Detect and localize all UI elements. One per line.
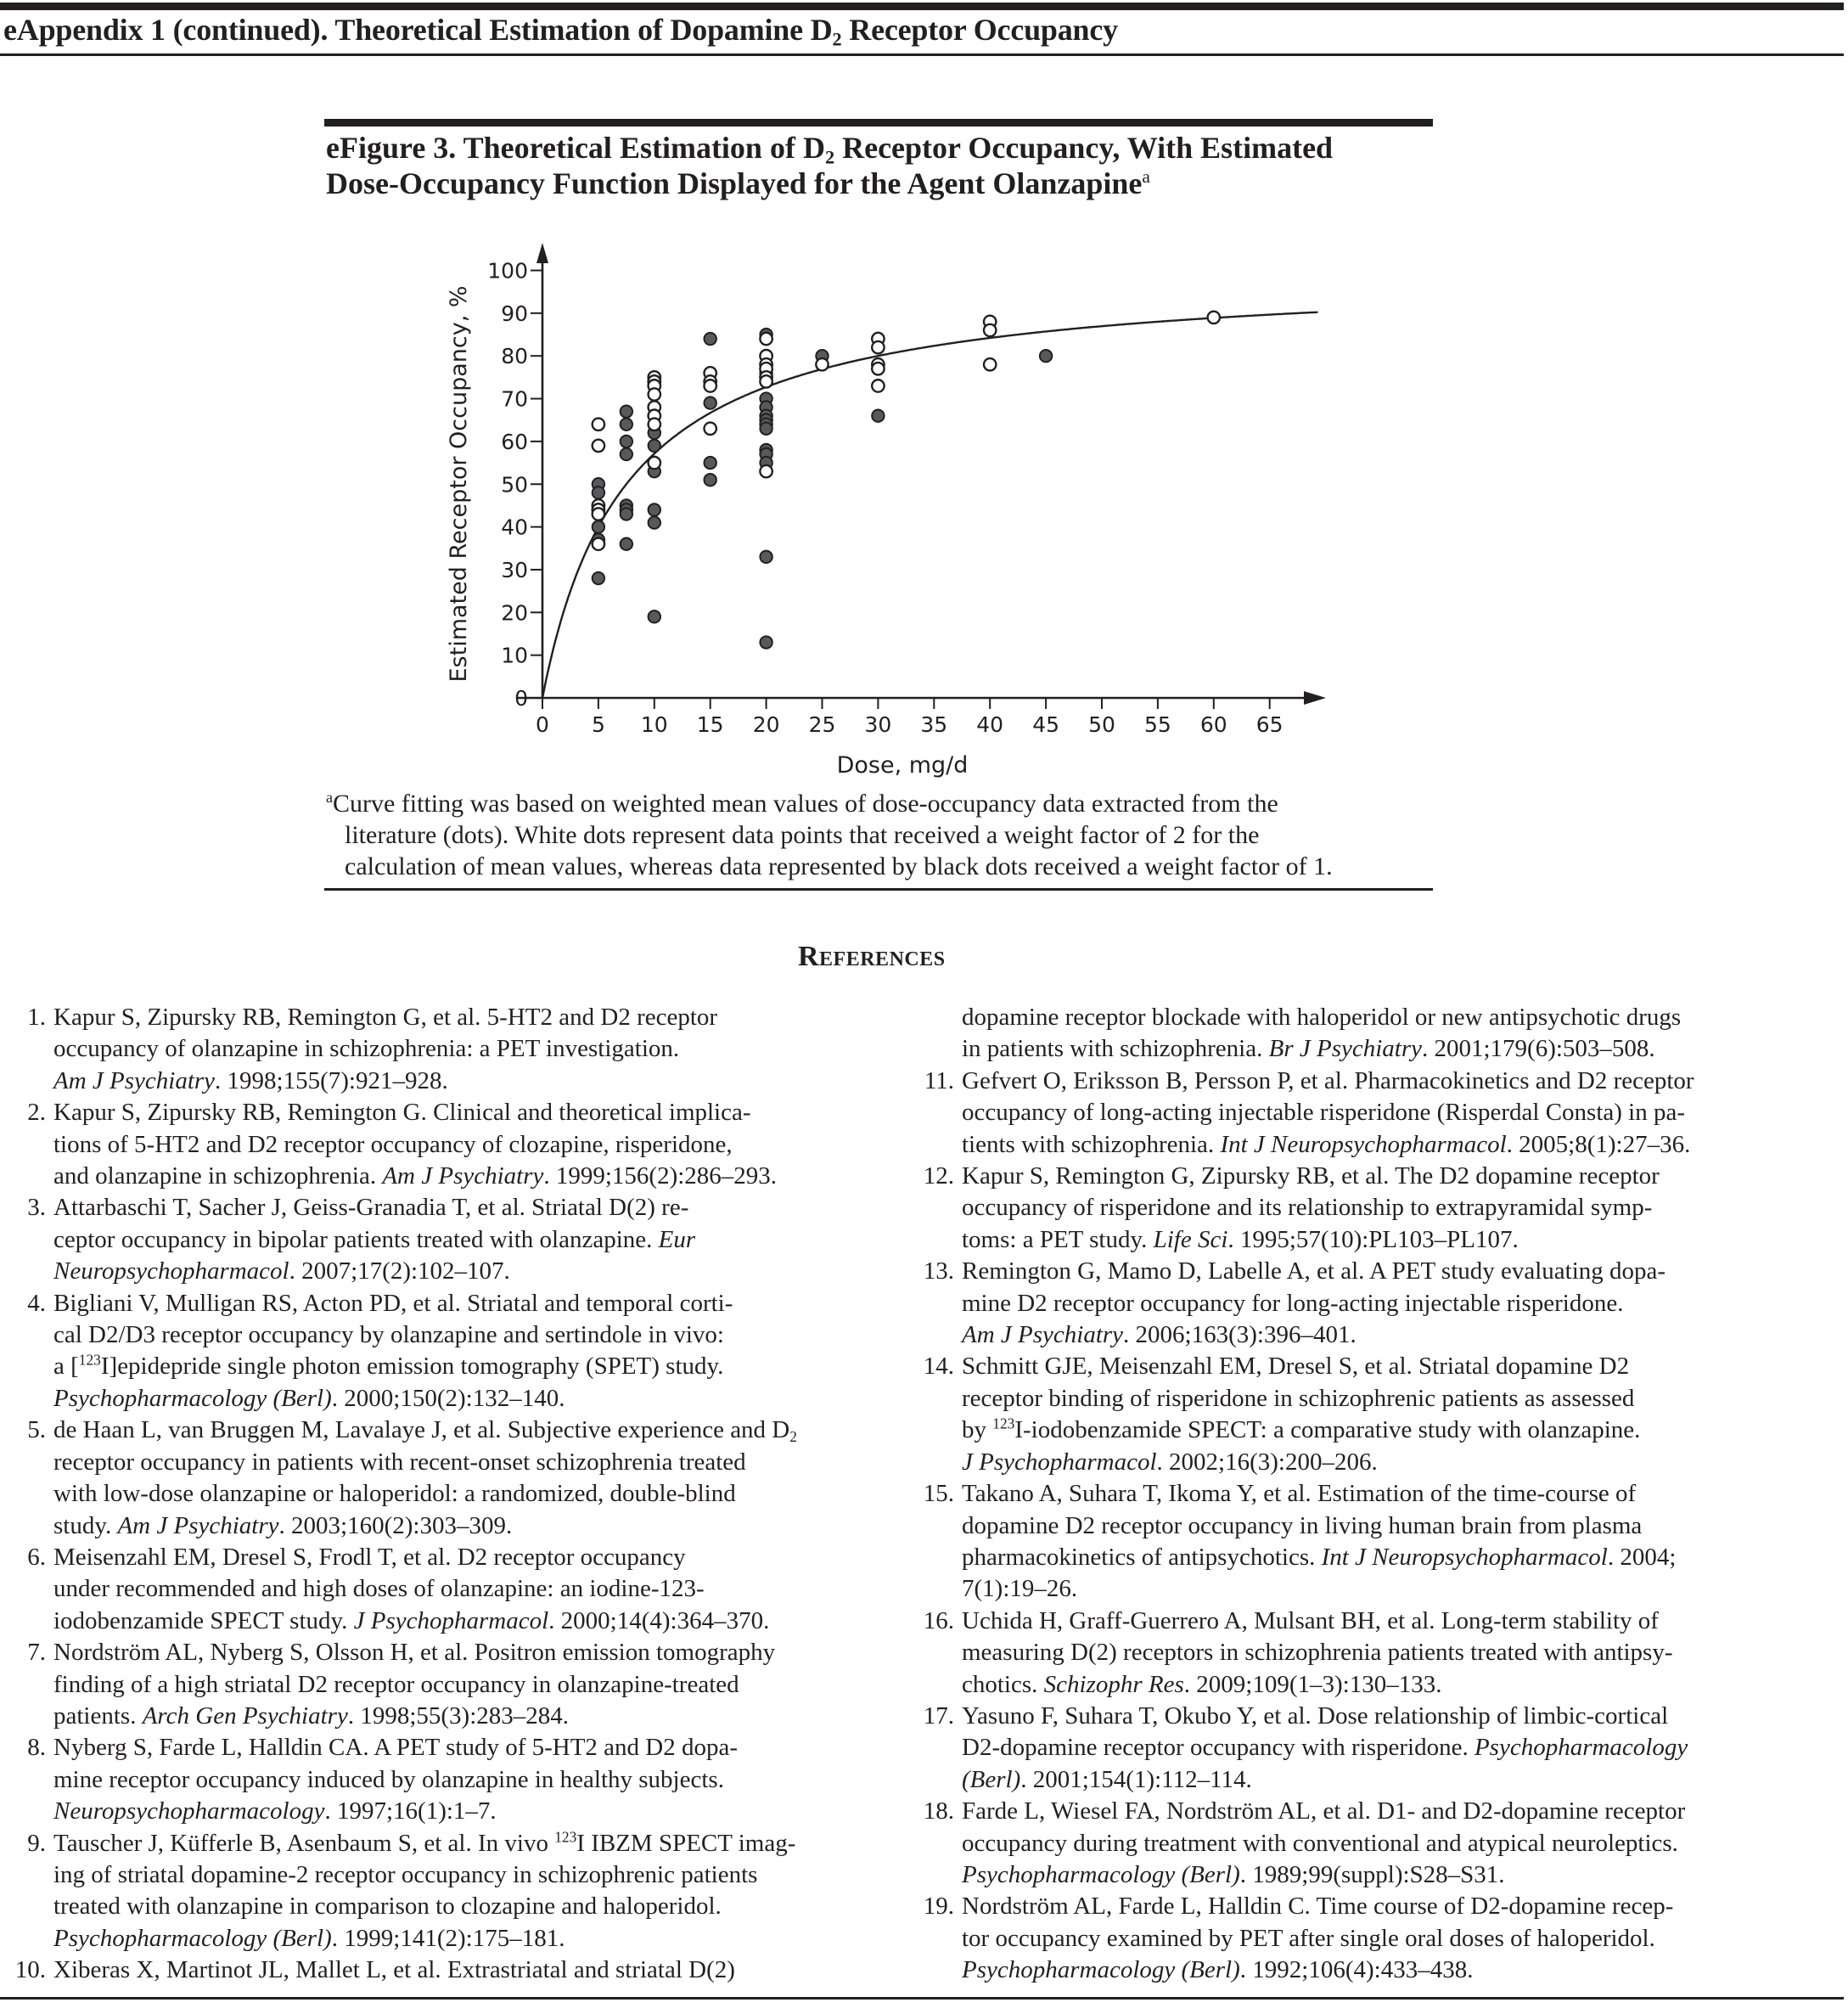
reference-line: tor occupancy examined by PET after single oral doses of haloperidol. <box>962 1924 1655 1952</box>
reference-line: Kapur S, Zipursky RB, Remington G, et al. 5-HT2 and D2 receptor <box>53 1004 718 1031</box>
reference-line: Gefvert O, Eriksson B, Persson P, et al. Pharmacokinetics and D2 receptor <box>962 1066 1694 1094</box>
reference-line: Farde L, Wiesel FA, Nordström AL, et al. D1- and D2-dopamine receptor <box>962 1797 1686 1825</box>
data-point-black <box>649 380 660 391</box>
data-point-black <box>760 329 772 340</box>
data-point-black <box>760 457 772 469</box>
data-point-black <box>760 551 772 563</box>
reference-number: 11. <box>924 1066 954 1094</box>
y-tick-label: 100 <box>487 258 528 284</box>
y-tick-label: 50 <box>501 472 528 498</box>
reference-item <box>908 1701 1846 1796</box>
data-point-black <box>760 392 772 404</box>
reference-line: Takano A, Suhara T, Ikoma Y, et al. Estimation of the time-course of <box>962 1480 1637 1508</box>
white-dots-series <box>593 312 1220 550</box>
x-tick-label: 0 <box>536 712 549 737</box>
reference-line: in patients with schizophrenia. Br J Psychiatry. 2001;179(6):503–508. <box>962 1035 1655 1063</box>
data-point-black <box>593 487 604 498</box>
reference-line: with low-dose olanzapine or haloperidol: a randomized, double-blind <box>53 1480 736 1508</box>
reference-10-continuation <box>908 1002 1846 1066</box>
bottom-rule <box>0 1997 1844 2000</box>
figure-footnote: $^a$Curve fitting was based on weighted mean values of dose-occupancy data extracted from the literature (dots). White dots represent data points that received a weight factor of 2 for the calculation of mean values, whereas data represented by black dots received a weight factor of 1. <box>326 789 1333 880</box>
data-point-black <box>621 499 632 511</box>
reference-line: Am J Psychiatry. 2006;163(3):396–401. <box>962 1321 1357 1349</box>
reference-line: Attarbaschi T, Sacher J, Geiss-Granadia T, et al. Striatal D(2) re- <box>53 1194 689 1222</box>
reference-line: occupancy of long-acting injectable risperidone (Risperdal Consta) in pa- <box>962 1099 1685 1127</box>
y-tick-label: 10 <box>501 643 528 668</box>
data-point-black <box>621 448 632 460</box>
y-axis-label: Estimated Receptor Occupancy, % <box>446 285 472 683</box>
reference-line: ceptor occupancy in bipolar patients treated with olanzapine. Eur <box>53 1225 696 1253</box>
data-point-black <box>760 444 772 456</box>
data-point-black <box>649 427 660 439</box>
reference-line: Meisenzahl EM, Dresel S, Frodl T, et al. D2 receptor occupancy <box>53 1543 686 1571</box>
reference-number: 17. <box>923 1701 954 1730</box>
data-point-black <box>872 409 884 421</box>
data-point-white <box>760 358 772 370</box>
reference-line: chotics. Schizophr Res. 2009;109(1–3):130–133. <box>962 1670 1442 1698</box>
reference-line: receptor binding of risperidone in schizophrenic patients as assessed <box>962 1384 1635 1412</box>
reference-item <box>0 1002 900 1097</box>
x-tick-label: 60 <box>1199 712 1227 737</box>
data-point-white <box>705 380 716 391</box>
data-point-white <box>872 341 884 353</box>
data-point-white <box>593 538 604 550</box>
data-point-white <box>760 350 772 362</box>
reference-item <box>908 1796 1846 1891</box>
data-point-black <box>649 610 660 622</box>
data-point-white <box>649 380 660 391</box>
reference-item <box>0 1415 900 1542</box>
reference-line: pharmacokinetics of antipsychotics. Int J Neuropsychopharmacol. 2004; <box>962 1543 1677 1571</box>
y-tick-label: 80 <box>501 344 528 369</box>
reference-line: Psychopharmacology (Berl). 1999;141(2):175–181. <box>53 1924 565 1952</box>
reference-item <box>908 1351 1846 1478</box>
data-point-white <box>593 419 604 430</box>
reference-item <box>0 1097 900 1192</box>
y-tick-label: 40 <box>501 515 528 540</box>
data-point-white <box>984 324 996 336</box>
reference-number: 1. <box>27 1004 46 1031</box>
data-point-white <box>760 371 772 383</box>
x-tick-label: 25 <box>808 712 836 737</box>
y-tick-label: 0 <box>514 686 528 711</box>
x-tick-label: 45 <box>1032 712 1060 737</box>
figure-title: eFigure 3. Theoretical Estimation of $D_2$ Receptor Occupancy, With Estimated Dose-Occupancy Function Displayed for the Agent Olanzapine$^a$ <box>326 131 1334 200</box>
data-point-white <box>593 499 604 511</box>
data-point-black <box>705 333 716 345</box>
reference-line: Kapur S, Zipursky RB, Remington G. Clinical and theoretical implica- <box>53 1099 751 1127</box>
data-point-black <box>760 636 772 648</box>
reference-line: ing of striatal dopamine-2 receptor occupancy in schizophrenic patients <box>53 1860 758 1888</box>
reference-line: finding of a high striatal D2 receptor occupancy in olanzapine-treated <box>53 1670 739 1698</box>
data-point-white <box>649 371 660 383</box>
data-point-white <box>760 363 772 374</box>
data-point-white <box>649 375 660 387</box>
reference-item <box>0 1637 900 1732</box>
data-point-white <box>593 508 604 520</box>
reference-line: Neuropsychopharmacol. 2007;17(2):102–107. <box>53 1257 510 1285</box>
reference-line: Uchida H, Graff-Guerrero A, Mulsant BH, et al. Long-term stability of <box>962 1606 1659 1634</box>
reference-number: 10. <box>14 1956 46 1984</box>
data-point-black <box>593 572 604 584</box>
y-axis <box>487 243 548 711</box>
reference-line: mine D2 receptor occupancy for long-acting injectable risperidone. <box>962 1289 1624 1317</box>
figure-bottom-rule <box>324 888 1433 891</box>
reference-number: 14. <box>923 1353 954 1381</box>
y-tick-label: 90 <box>501 301 528 326</box>
data-point-black <box>621 405 632 417</box>
reference-item <box>908 1478 1846 1606</box>
reference-line: study. Am J Psychiatry. 2003;160(2):303–309. <box>53 1511 513 1539</box>
reference-line: (Berl). 2001;154(1):112–114. <box>962 1765 1252 1793</box>
y-tick-label: 20 <box>501 600 528 626</box>
x-tick-label: 20 <box>752 712 780 737</box>
references-heading: References <box>798 941 946 972</box>
reference-line: dopamine D2 receptor occupancy in living human brain from plasma <box>962 1511 1643 1539</box>
data-point-black <box>593 478 604 490</box>
reference-number: 4. <box>27 1289 46 1317</box>
data-point-white <box>705 375 716 387</box>
reference-number: 15. <box>923 1480 954 1508</box>
data-point-white <box>593 440 604 452</box>
x-tick-label: 50 <box>1088 712 1115 737</box>
data-point-white <box>816 358 828 370</box>
x-tick-label: 55 <box>1143 712 1171 737</box>
data-point-white <box>760 465 772 477</box>
data-point-black <box>760 419 772 430</box>
reference-line: occupancy during treatment with conventional and atypical neuroleptics. <box>962 1829 1678 1857</box>
data-point-white <box>872 333 884 345</box>
reference-line: occupancy of risperidone and its relationship to extrapyramidal symp- <box>962 1194 1653 1222</box>
reference-number: 5. <box>27 1416 46 1444</box>
reference-line: Psychopharmacology (Berl). 1989;99(suppl):S28–S31. <box>962 1860 1505 1888</box>
y-tick-label: 30 <box>501 557 528 582</box>
x-tick-label: 35 <box>920 712 948 737</box>
data-point-white <box>1208 312 1220 323</box>
reference-number: 16. <box>923 1606 954 1634</box>
data-point-white <box>593 503 604 515</box>
reference-line: Neuropsychopharmacology. 1997;16(1):1–7. <box>53 1797 497 1825</box>
data-point-black <box>649 440 660 452</box>
reference-line: dopamine receptor blockade with haloperidol or new antipsychotic drugs <box>962 1004 1682 1031</box>
reference-item <box>0 1192 900 1287</box>
reference-number: 2. <box>27 1099 46 1127</box>
reference-item <box>0 1288 900 1415</box>
reference-number: 7. <box>27 1639 46 1667</box>
reference-line: under recommended and high doses of olanzapine: an iodine-123- <box>53 1575 705 1603</box>
reference-number: 12. <box>923 1162 954 1190</box>
reference-line: receptor occupancy in patients with recent-onset schizophrenia treated <box>53 1448 746 1476</box>
reference-item <box>908 1891 1846 1986</box>
x-tick-label: 40 <box>976 712 1004 737</box>
reference-line: Xiberas X, Martinot JL, Mallet L, et al. Extrastriatal and striatal D(2) <box>53 1956 735 1984</box>
data-point-black <box>760 401 772 413</box>
y-tick-label: 60 <box>501 429 528 454</box>
data-point-white <box>760 333 772 345</box>
reference-line: 7(1):19–26. <box>962 1575 1078 1603</box>
x-tick-label: 65 <box>1255 712 1283 737</box>
data-point-white <box>872 358 884 370</box>
reference-line: Nordström AL, Nyberg S, Olsson H, et al. Positron emission tomography <box>53 1639 776 1667</box>
x-tick-label: 30 <box>864 712 892 737</box>
reference-item <box>908 1606 1846 1701</box>
reference-line: Kapur S, Remington G, Zipursky RB, et al. The D2 dopamine receptor <box>962 1162 1660 1190</box>
y-tick-label: 70 <box>501 386 528 412</box>
data-point-white <box>872 380 884 391</box>
data-point-black <box>621 436 632 447</box>
data-point-white <box>760 375 772 387</box>
reference-number: 3. <box>27 1194 46 1222</box>
reference-line: and olanzapine in schizophrenia. Am J Psychiatry. 1999;156(2):286–293. <box>53 1162 778 1190</box>
data-point-white <box>649 401 660 413</box>
reference-item <box>908 1066 1846 1161</box>
reference-line: a [$^{123}$I]epidepride single photon emission tomography (SPET) study. <box>53 1352 724 1381</box>
data-point-black <box>621 538 632 550</box>
reference-line: Am J Psychiatry. 1998;155(7):921–928. <box>53 1066 448 1094</box>
reference-item <box>908 1256 1846 1351</box>
black-dots-series <box>593 329 1053 649</box>
reference-item <box>0 1828 900 1955</box>
reference-line: toms: a PET study. Life Sci. 1995;57(10):PL103–PL107. <box>962 1225 1519 1253</box>
reference-line: by $^{123}$I-iodobenzamide SPECT: a comparative study with olanzapine. <box>962 1415 1641 1444</box>
reference-number: 13. <box>923 1257 954 1285</box>
x-tick-label: 10 <box>640 712 668 737</box>
reference-line: measuring D(2) receptors in schizophrenia patients treated with antipsy- <box>962 1639 1673 1667</box>
reference-item <box>0 1732 900 1827</box>
x-axis <box>517 691 1326 737</box>
reference-number: 9. <box>27 1829 46 1857</box>
data-point-black <box>1040 350 1052 362</box>
x-tick-label: 15 <box>696 712 724 737</box>
data-point-black <box>593 520 604 532</box>
data-point-black <box>621 508 632 520</box>
header-rule <box>0 53 1844 56</box>
reference-line: patients. Arch Gen Psychiatry. 1998;55(3):283–284. <box>53 1701 570 1730</box>
reference-line: Schmitt GJE, Meisenzahl EM, Dresel S, et al. Striatal dopamine D2 <box>962 1353 1630 1381</box>
reference-line: Bigliani V, Mulligan RS, Acton PD, et al. Striatal and temporal corti- <box>53 1289 733 1317</box>
reference-item <box>908 1161 1846 1256</box>
reference-line: tients with schizophrenia. Int J Neuropsychopharmacol. 2005;8(1):27–36. <box>962 1130 1691 1158</box>
reference-line: de Haan L, van Bruggen M, Lavalaye J, et al. Subjective experience and $D_2$ <box>53 1416 797 1446</box>
data-point-white <box>872 363 884 374</box>
reference-line: Psychopharmacology (Berl). 2000;150(2):132–140. <box>53 1384 565 1412</box>
data-point-white <box>649 409 660 421</box>
data-point-black <box>705 457 716 469</box>
data-point-white <box>984 316 996 328</box>
reference-line: Yasuno F, Suhara T, Okubo Y, et al. Dose relationship of limbic-cortical <box>962 1701 1669 1730</box>
reference-line: iodobenzamide SPECT study. J Psychopharmacol. 2000;14(4):364–370. <box>53 1606 770 1634</box>
data-point-black <box>621 419 632 430</box>
data-point-black <box>760 409 772 421</box>
reference-line: Nyberg S, Farde L, Halldin CA. A PET study of 5-HT2 and D2 dopa- <box>53 1734 739 1762</box>
reference-item <box>0 1542 900 1637</box>
references-right-column <box>908 1002 1846 1987</box>
data-point-white <box>649 419 660 430</box>
data-point-black <box>816 350 828 362</box>
data-point-black <box>705 397 716 408</box>
reference-line: Psychopharmacology (Berl). 1992;106(4):433–438. <box>962 1956 1474 1984</box>
reference-number: 18. <box>923 1797 954 1825</box>
x-tick-label: 5 <box>591 712 605 737</box>
data-point-black <box>621 503 632 515</box>
page-title: eAppendix 1 (continued). Theoretical Estimation of Dopamine $D_2$ Receptor Occupancy <box>3 13 1118 50</box>
data-point-black <box>760 448 772 460</box>
reference-line: occupancy of olanzapine in schizophrenia: a PET investigation. <box>53 1035 680 1063</box>
fit-curve <box>542 312 1317 698</box>
data-point-black <box>649 516 660 528</box>
reference-number: 19. <box>923 1893 954 1921</box>
top-rule <box>0 3 1844 10</box>
data-point-black <box>649 465 660 477</box>
figure-top-rule <box>324 119 1433 127</box>
data-point-white <box>649 388 660 400</box>
reference-line: tions of 5-HT2 and D2 receptor occupancy of clozapine, risperidone, <box>53 1130 733 1158</box>
x-axis-label: Dose, mg/d <box>836 752 969 779</box>
data-point-white <box>649 457 660 469</box>
data-point-black <box>705 474 716 486</box>
data-point-black <box>593 534 604 546</box>
data-point-black <box>649 503 660 515</box>
reference-number: 8. <box>27 1734 46 1762</box>
reference-line: Remington G, Mamo D, Labelle A, et al. A PET study evaluating dopa- <box>962 1257 1666 1285</box>
reference-number: 6. <box>27 1543 46 1571</box>
data-point-black <box>760 414 772 426</box>
reference-line: cal D2/D3 receptor occupancy by olanzapine and sertindole in vivo: <box>53 1321 724 1349</box>
data-point-white <box>705 423 716 435</box>
data-point-black <box>760 367 772 379</box>
reference-line: J Psychopharmacol. 2002;16(3):200–206. <box>962 1448 1378 1476</box>
reference-line: Tauscher J, Küfferle B, Asenbaum S, et al. In vivo $^{123}$I IBZM SPECT imag- <box>53 1828 796 1857</box>
data-point-white <box>984 358 996 370</box>
reference-item <box>0 1955 900 1986</box>
data-point-black <box>760 423 772 435</box>
reference-line: treated with olanzapine in comparison to clozapine and haloperidol. <box>53 1893 722 1921</box>
reference-line: D2-dopamine receptor occupancy with risperidone. Psychopharmacology <box>962 1734 1688 1762</box>
reference-line: mine receptor occupancy induced by olanzapine in healthy subjects. <box>53 1765 724 1793</box>
references-left-column <box>0 1002 900 1987</box>
data-point-white <box>705 367 716 379</box>
reference-line: Nordström AL, Farde L, Halldin C. Time course of D2-dopamine recep- <box>962 1893 1674 1921</box>
